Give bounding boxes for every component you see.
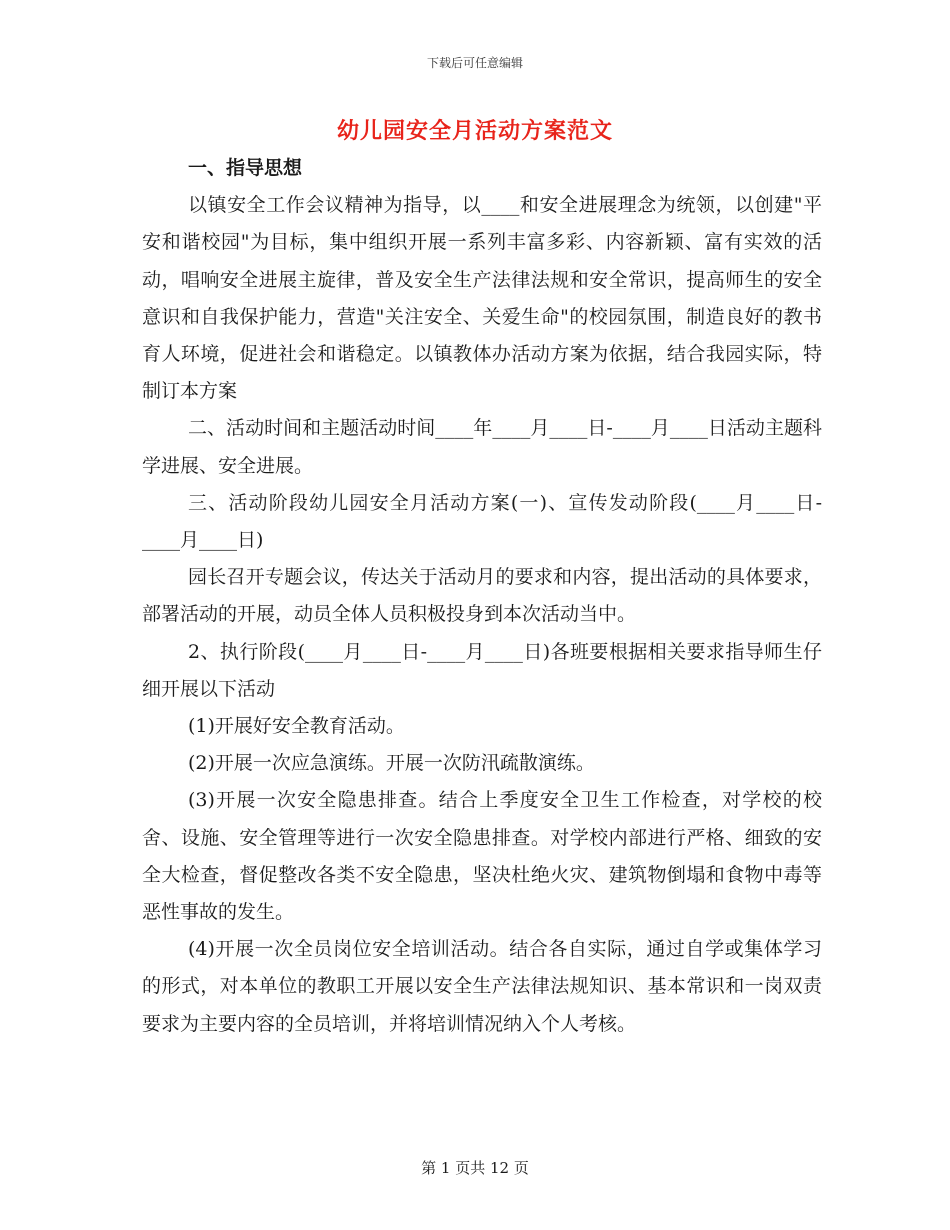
list-item-emergency-drill: (2)开展一次应急演练。开展一次防汛疏散演练。 bbox=[188, 752, 595, 775]
list-item-staff-training: (4)开展一次全员岗位安全培训活动。结合各自实际，通过自学或集体学习的形式，对本单位的教职工开展以安全生产法律法规知识、基本常识和一岗双责要求为主要内容的全员培训，并将培训情况纳入个人考核。 bbox=[142, 938, 822, 1035]
paragraph-guiding-thought: 以镇安全工作会议精神为指导，以____和安全进展理念为统领，以创建"平安和谐校园"为目标，集中组织开展一系列丰富多彩、内容新颖、富有实效的活动，唱响安全进展主旋律，普及安全生产法律法规和安全常识，提高师生的安全意识和自我保护能力，营造"关注安全、关爱生命"的校园氛围，制造良好的教书育人环境，促进社会和谐稳定。以镇教体办活动方案为依据，结合我园实际，特制订本方案 bbox=[142, 194, 822, 403]
paragraph-execution-stage: 2、执行阶段(____月____日-____月____日)各班要根据相关要求指导师生仔细开展以下活动 bbox=[142, 640, 822, 700]
list-item-hazard-inspection: (3)开展一次安全隐患排查。结合上季度安全卫生工作检查，对学校的校舍、设施、安全管理等进行一次安全隐患排查。对学校内部进行严格、细致的安全大检查，督促整改各类不安全隐患，坚决杜绝火灾、建筑物倒塌和食物中毒等恶性事故的发生。 bbox=[142, 789, 822, 924]
list-item-safety-education: (1)开展好安全教育活动。 bbox=[188, 715, 405, 738]
paragraph-principal-meeting: 园长召开专题会议，传达关于活动月的要求和内容，提出活动的具体要求，部署活动的开展，动员全体人员积极投身到本次活动当中。 bbox=[142, 566, 822, 626]
paragraph-activity-time: 二、活动时间和主题活动时间____年____月____日-____月____日活动主题科学进展、安全进展。 bbox=[142, 417, 822, 477]
page-number: 第 1 页共 12 页 bbox=[421, 1159, 529, 1177]
document-body bbox=[142, 150, 822, 1043]
document-title: 幼儿园安全月活动方案范文 bbox=[336, 118, 613, 144]
paragraph-activity-stages: 三、活动阶段幼儿园安全月活动方案(一)、宣传发动阶段(____月____日-____月____日) bbox=[142, 491, 822, 552]
header-note: 下载后可任意编辑 bbox=[426, 56, 523, 70]
section-heading-guiding-thought: 一、指导思想 bbox=[188, 157, 303, 179]
